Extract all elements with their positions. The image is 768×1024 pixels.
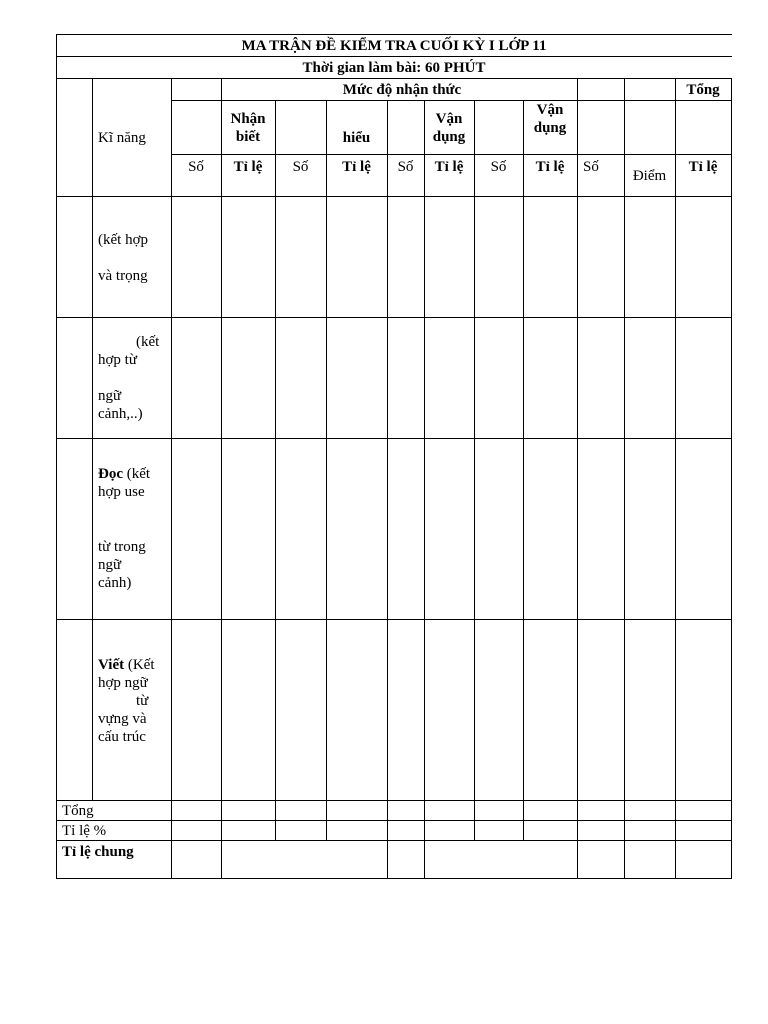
line-duration-bottom bbox=[56, 78, 732, 79]
subheader-so-5: Số bbox=[583, 159, 599, 175]
header-nhan-biet-1: Nhận bbox=[230, 111, 266, 127]
subheader-diem: Điểm bbox=[632, 168, 667, 184]
line-v5 bbox=[387, 100, 388, 879]
skill-3-line-4: ngữ bbox=[98, 557, 122, 573]
subheader-tile-5: Tỉ lệ bbox=[688, 159, 718, 175]
document-duration: Thời gian làm bài: 60 PHÚT bbox=[302, 60, 486, 76]
line-header2-bottom bbox=[171, 154, 732, 155]
header-ki-nang: Kĩ năng bbox=[98, 130, 146, 146]
skill-3-line-3: từ trong bbox=[98, 539, 146, 555]
line-right bbox=[731, 78, 732, 879]
line-v3 bbox=[275, 100, 276, 840]
skill-2-line-1: (kết bbox=[136, 334, 160, 350]
line-row4-bottom bbox=[56, 800, 732, 801]
skill-4-line-2: hợp ngữ bbox=[98, 675, 148, 691]
skill-1-line-1: (kết hợp bbox=[98, 232, 149, 248]
header-hieu: hiểu bbox=[342, 130, 371, 146]
subheader-so-2: Số bbox=[292, 159, 309, 175]
footer-ti-le-chung: Tỉ lệ chung bbox=[62, 844, 134, 860]
line-v4 bbox=[326, 100, 327, 840]
line-v11 bbox=[675, 78, 676, 879]
skill-2-line-4: cảnh,..) bbox=[98, 406, 143, 422]
header-tong: Tổng bbox=[686, 82, 720, 98]
subheader-tile-2: Tỉ lệ bbox=[342, 159, 371, 175]
header-van-dung-2: dụng bbox=[432, 129, 466, 145]
skill-4-bold: Viết bbox=[98, 657, 125, 673]
header-van-dung-cao-1: Vận bbox=[536, 102, 564, 118]
skill-3-bold: Đọc bbox=[98, 466, 123, 482]
footer-ti-le-pct: Tỉ lệ % bbox=[62, 823, 107, 839]
line-v8 bbox=[523, 100, 524, 840]
skill-3-line-2: hợp use bbox=[98, 484, 145, 500]
header-muc-do: Mức độ nhận thức bbox=[342, 82, 462, 98]
header-van-dung-cao-2: dụng bbox=[533, 120, 567, 136]
line-v7 bbox=[474, 100, 475, 840]
subheader-tile-4: Tỉ lệ bbox=[535, 159, 565, 175]
subheader-tile-1: Tỉ lệ bbox=[233, 159, 263, 175]
line-v1 bbox=[171, 78, 172, 879]
skill-4-line-1 bbox=[98, 656, 155, 674]
footer-tong: Tổng bbox=[62, 803, 94, 819]
line-header3-bottom bbox=[56, 196, 732, 197]
line-title-bottom bbox=[56, 56, 732, 57]
line-v-skill-inner bbox=[92, 78, 93, 800]
skill-4-line-5: cấu trúc bbox=[98, 729, 146, 745]
line-row3-bottom bbox=[56, 619, 732, 620]
subheader-so-4: Số bbox=[490, 159, 507, 175]
skill-4-rest: (Kết bbox=[124, 657, 155, 673]
skill-1-line-2: và trọng bbox=[98, 268, 148, 284]
line-header1-bottom bbox=[171, 100, 732, 101]
line-row2-bottom bbox=[56, 438, 732, 439]
line-v10 bbox=[624, 78, 625, 879]
skill-4-line-4: vựng và bbox=[98, 711, 147, 727]
header-van-dung-1: Vận bbox=[435, 111, 463, 127]
header-nhan-biet-2: biết bbox=[235, 129, 261, 145]
skill-3-line-1 bbox=[98, 465, 150, 483]
skill-3-line-5: cảnh) bbox=[98, 575, 132, 591]
line-top bbox=[56, 34, 732, 35]
skill-3-rest: (kết bbox=[123, 466, 151, 482]
line-v2b bbox=[221, 100, 222, 879]
skill-4-line-3: từ bbox=[136, 693, 149, 709]
document-title: MA TRẬN ĐỀ KIỂM TRA CUỐI KỲ I LỚP 11 bbox=[241, 38, 547, 54]
skill-2-line-3: ngữ bbox=[98, 388, 122, 404]
line-row1-bottom bbox=[56, 317, 732, 318]
line-table-bottom bbox=[56, 878, 732, 879]
line-tile-bottom bbox=[56, 840, 732, 841]
subheader-tile-3: Tỉ lệ bbox=[434, 159, 464, 175]
skill-2-line-2: hợp từ bbox=[98, 352, 137, 368]
line-v9 bbox=[577, 78, 578, 879]
line-left bbox=[56, 34, 57, 879]
subheader-so-3: Số bbox=[397, 159, 414, 175]
line-v2 bbox=[221, 78, 222, 100]
subheader-so-1: Số bbox=[188, 159, 204, 175]
line-v6 bbox=[424, 100, 425, 879]
line-tong-bottom bbox=[56, 820, 732, 821]
